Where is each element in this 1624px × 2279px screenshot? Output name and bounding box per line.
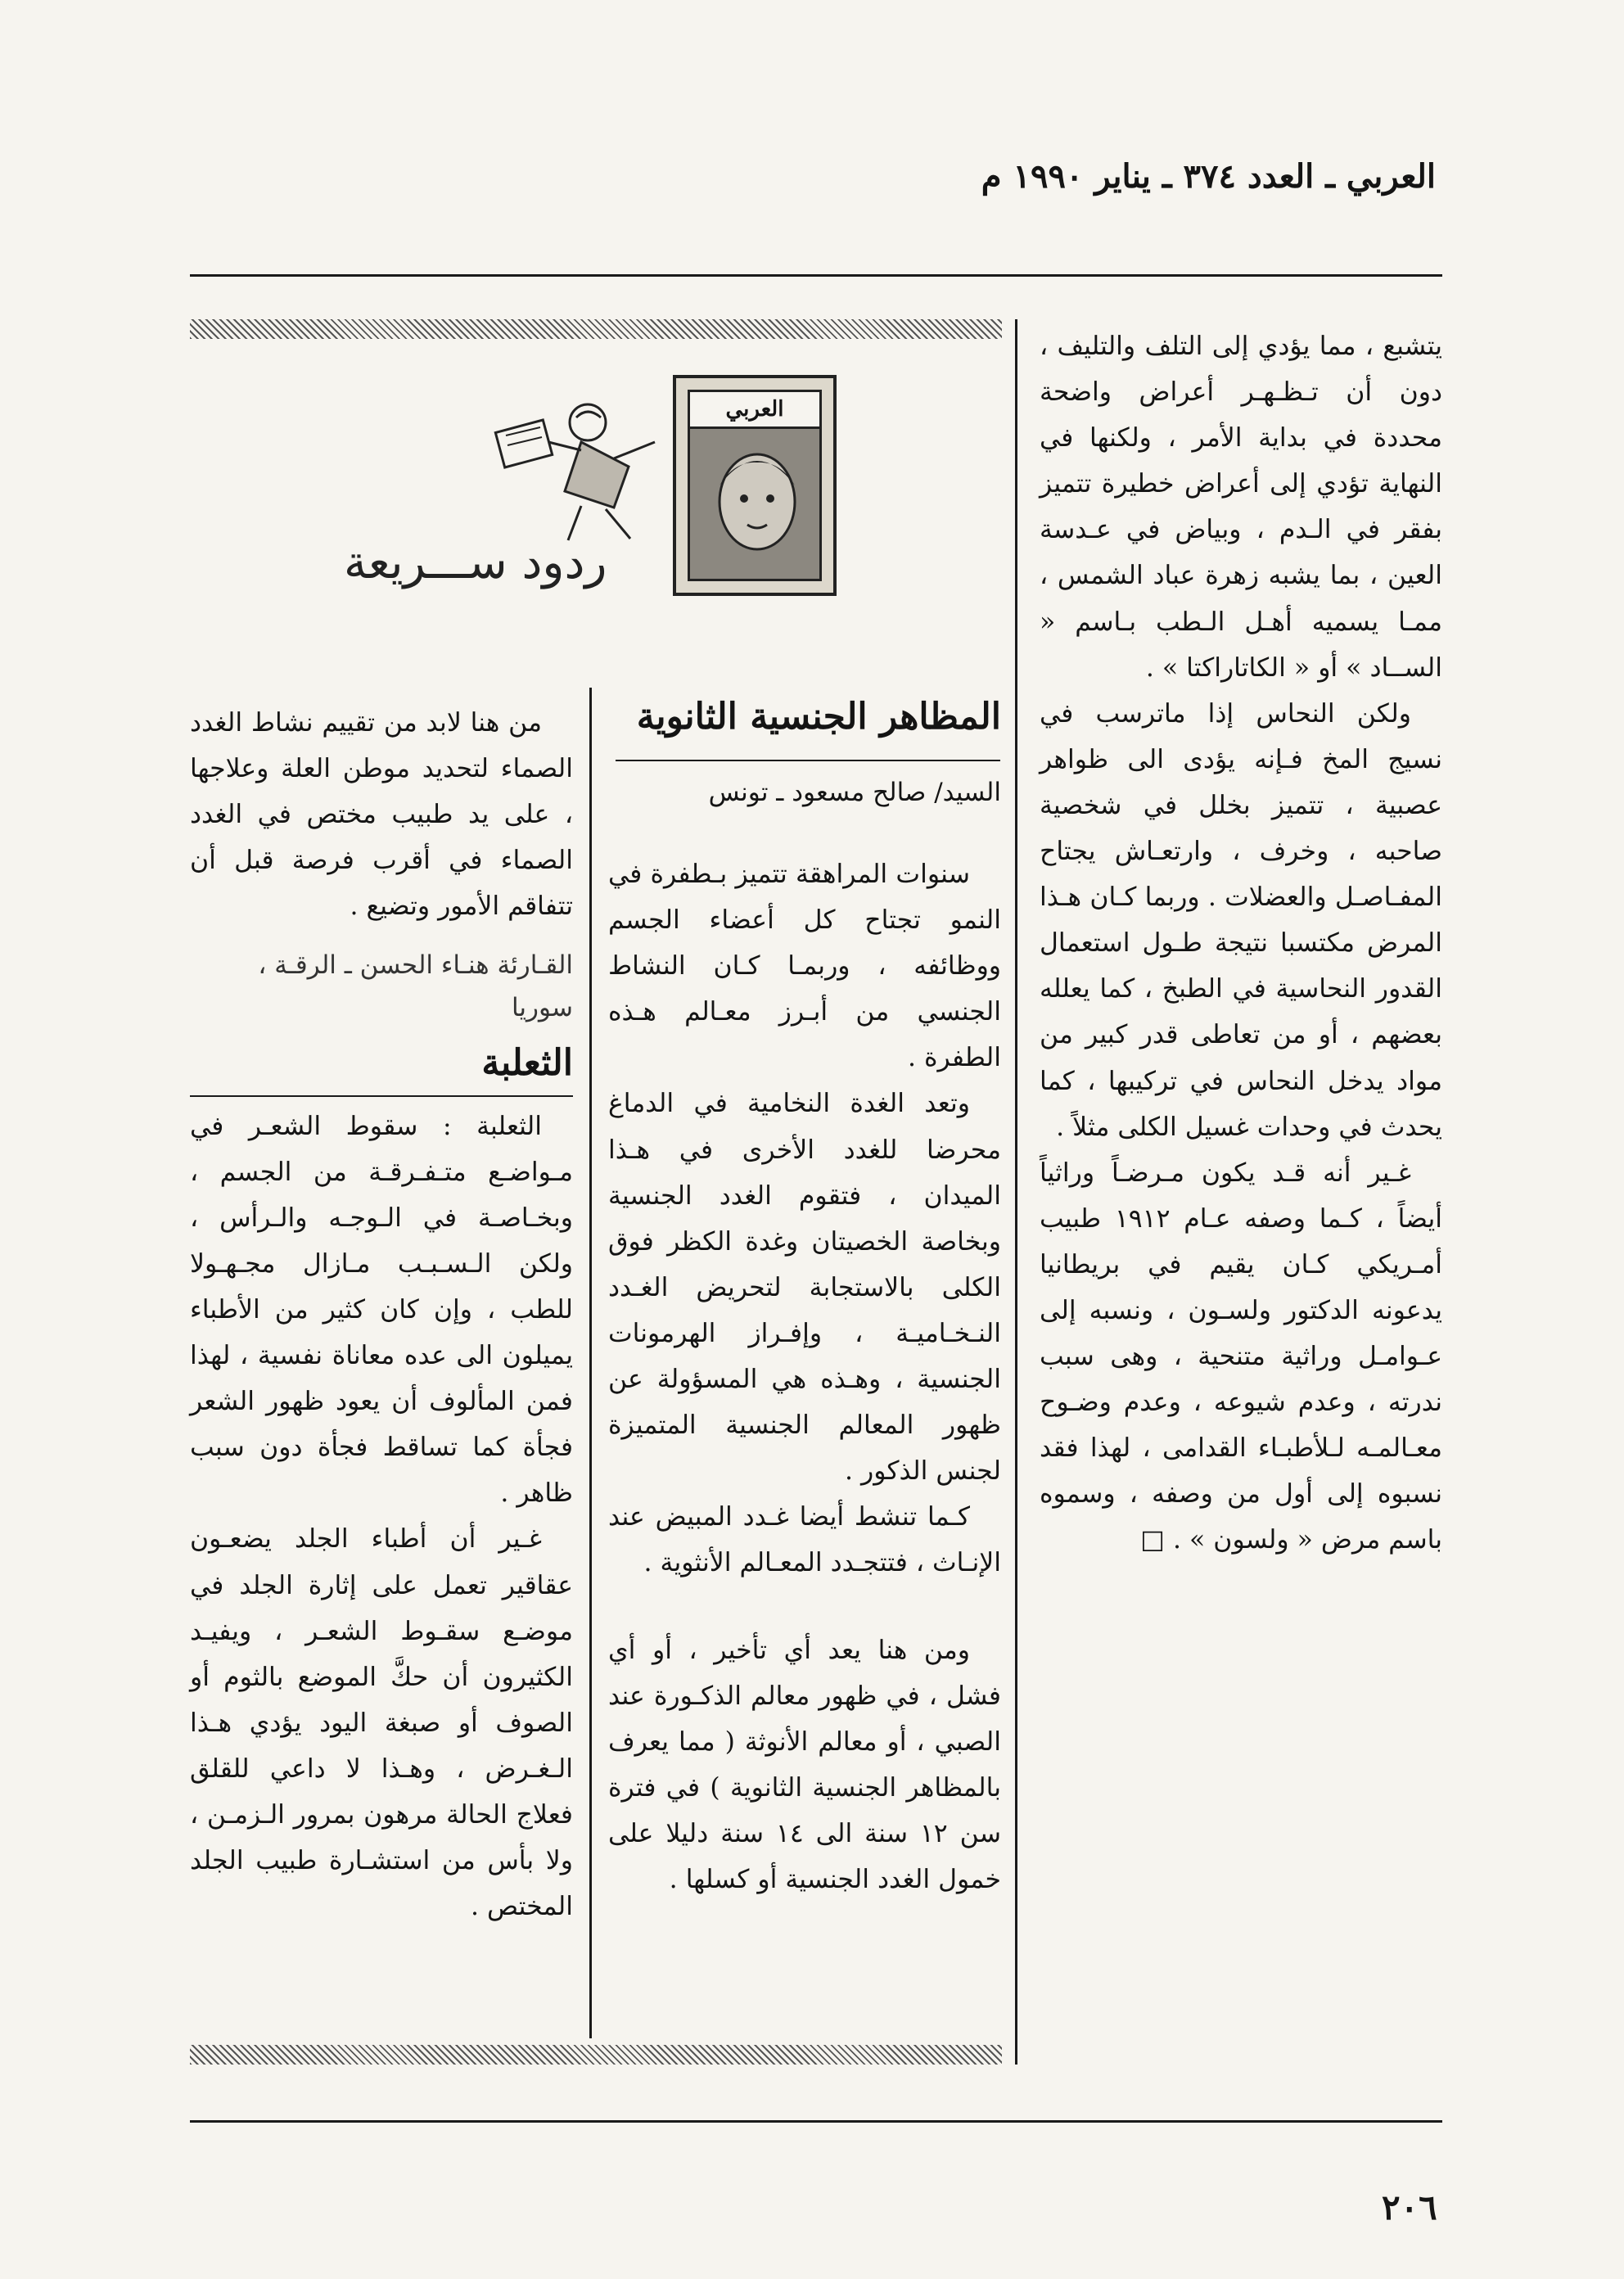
- stamp-portrait: [688, 390, 822, 581]
- article-left-column: [190, 700, 573, 1929]
- box-top-hatch: [190, 319, 1002, 339]
- article-right-paragraph: غـير أنه قـد يكون مـرضـاً وراثياً أيضاً ، كـما وصفه عـام ١٩١٢ طبيب أمـريكي كـان يقيم في بريطانيا يدعونه الدكتور ولسـون ، ونسبه إلى عـوامـل وراثية متنحية ، وهى سبب ندرته ، وعدم شيوعه ، وعدم وضـوح معـالمـه لـلأطبـاء القدامى ، لهذا فقد نسبوه إلى أول من وصفه ، وسموه باسم مرض « ولسون » . □: [1040, 1158, 1442, 1555]
- section-title: ردود ســـريعة: [344, 536, 607, 589]
- stamp-label: العربي: [690, 392, 819, 429]
- divider-right: [1015, 319, 1017, 2065]
- article-left-intro: من هنا لابد من تقييم نشاط الغدد الصماء لتحديد موطن العلة وعلاجها ، على يد طبيب مختص في الغدد الصماء في أقرب فرصة قبل أن تتفاقم الأمور وتضيع .: [190, 708, 573, 922]
- issue-header: العربي ـ العدد ٣٧٤ ـ يناير ١٩٩٠ م: [981, 157, 1436, 196]
- article-middle-paragraph: وتعد الغدة النخامية في الدماغ محرضا للغدد الأخرى في هـذا الميدان ، فتقوم الغدد الجنسية وبخاصة الخصيتان وغدة الكظر فوق الكلى بالاستجابة لتحريض الغـدد النـخـاميـة ، وإفـراز الهرمونات الجنسية ، وهـذه هي المسؤولة عن ظهور المعالم الجنسية المتميزة لجنس الذكور .: [608, 1089, 1001, 1487]
- article-left-title-rule: [190, 1095, 573, 1097]
- article-left-paragraph: غـير أن أطباء الجلد يضعـون عقاقير تعمل على إثارة الجلد في موضـع سقـوط الشعـر ، ويفيـد الكثيرون أن حكَّ الموضع بالثوم أو الصوف أو صبغة اليود يؤدي هـذا الـغـرض ، وهـذا لا داعي للقلق فعلاج الحالة مرهون بمرور الـزمـن ، ولا بأس من استشـارة طبيب الجلد المختص .: [190, 1524, 573, 1922]
- article-middle-byline: السيد/ صالح مسعود ـ تونس: [708, 778, 1001, 807]
- article-middle-title: المظاهر الجنسية الثانوية: [636, 696, 1001, 738]
- stamp-logo: [673, 375, 837, 596]
- article-right-paragraph: ولكن النحاس إذا ماترسب في نسيج المخ فـإنه يؤدى الى ظواهر عصبية ، تتميز بخلل في شخصية صاحبه ، وخرف ، وارتعـاش يجتاح المفـاصـل والعضلات . وربما كـان هـذا المرض مكتسبا نتيجة طـول استعمال القدور النحاسية في الطبخ ، كما يعلله بعضهم ، أو من تعاطى قدر كبير من مواد يدخل النحاس في تركيبها ، كما يحدث في وحدات غسيل الكلى مثلاً .: [1040, 698, 1442, 1142]
- box-bottom-hatch: [190, 2045, 1002, 2065]
- divider-middle: [589, 688, 592, 2038]
- cartoon-figure-icon: [491, 385, 671, 548]
- article-middle-title-rule: [616, 760, 1000, 761]
- article-middle-paragraph: سنوات المراهقة تتميز بـطفرة في النمو تجتاح كل أعضاء الجسم ووظائفه ، وربمـا كـان النشاط الجنسي من أبـرز معـالم هـذه الطفرة .: [608, 860, 1001, 1073]
- article-middle-paragraph: ومن هنا يعد أي تأخير ، أو أي فشل ، في ظهور معالم الذكـورة عند الصبي ، أو معالم الأنوثة ( مما يعرف بالمظاهر الجنسية الثانوية ) في فترة سن ١٢ سنة الى ١٤ سنة دليلا على خمول الغدد الجنسية أو كسلها .: [608, 1635, 1001, 1894]
- page-number: ٢٠٦: [1382, 2187, 1437, 2227]
- article-left-byline: القـارئة هنـاء الحسن ـ الرقـة ، سوريا: [258, 950, 573, 1023]
- top-rule: [190, 274, 1442, 277]
- article-right-column: [1040, 323, 1442, 1564]
- bottom-rule: [190, 2120, 1442, 2123]
- article-left-title: الثعلبة: [481, 1042, 573, 1085]
- article-middle-column: [608, 851, 1001, 1902]
- article-right-paragraph: يتشبع ، مما يؤدي إلى التلف والتليف ، دون أن تـظـهـر أعراض واضحة محددة في بداية الأمر ، ولكنها في النهاية تؤدي إلى أعراض خطيرة تتميز بفقر في الـدم ، وبياض في عـدسة العين ، بما يشبه زهرة عباد الشمس ، ممـا يسميه أهـل الـطب بـاسم « الســاد » أو « الكاتاراكتا » .: [1040, 332, 1442, 683]
- article-left-paragraph: الثعلبة : سقوط الشعـر في مـواضـع متـفـرقـة من الجسم ، وبخـاصـة في الـوجـه والـرأس ، ولكن الـسـبـب مـازال مجـهـولا للطب ، وإن كان كثير من الأطباء يميلون الى عده معاناة نفسية ، لهذا فمن المألوف أن يعود ظهور الشعر فجأة كما تساقط فجأة دون سبب ظاهر .: [190, 1111, 573, 1509]
- article-middle-paragraph: كـما تنشط أيضا غـدد المبيض عند الإنـاث ، فتتجـدد المعـالم الأنثوية .: [608, 1502, 1001, 1578]
- portrait-icon: [690, 428, 824, 584]
